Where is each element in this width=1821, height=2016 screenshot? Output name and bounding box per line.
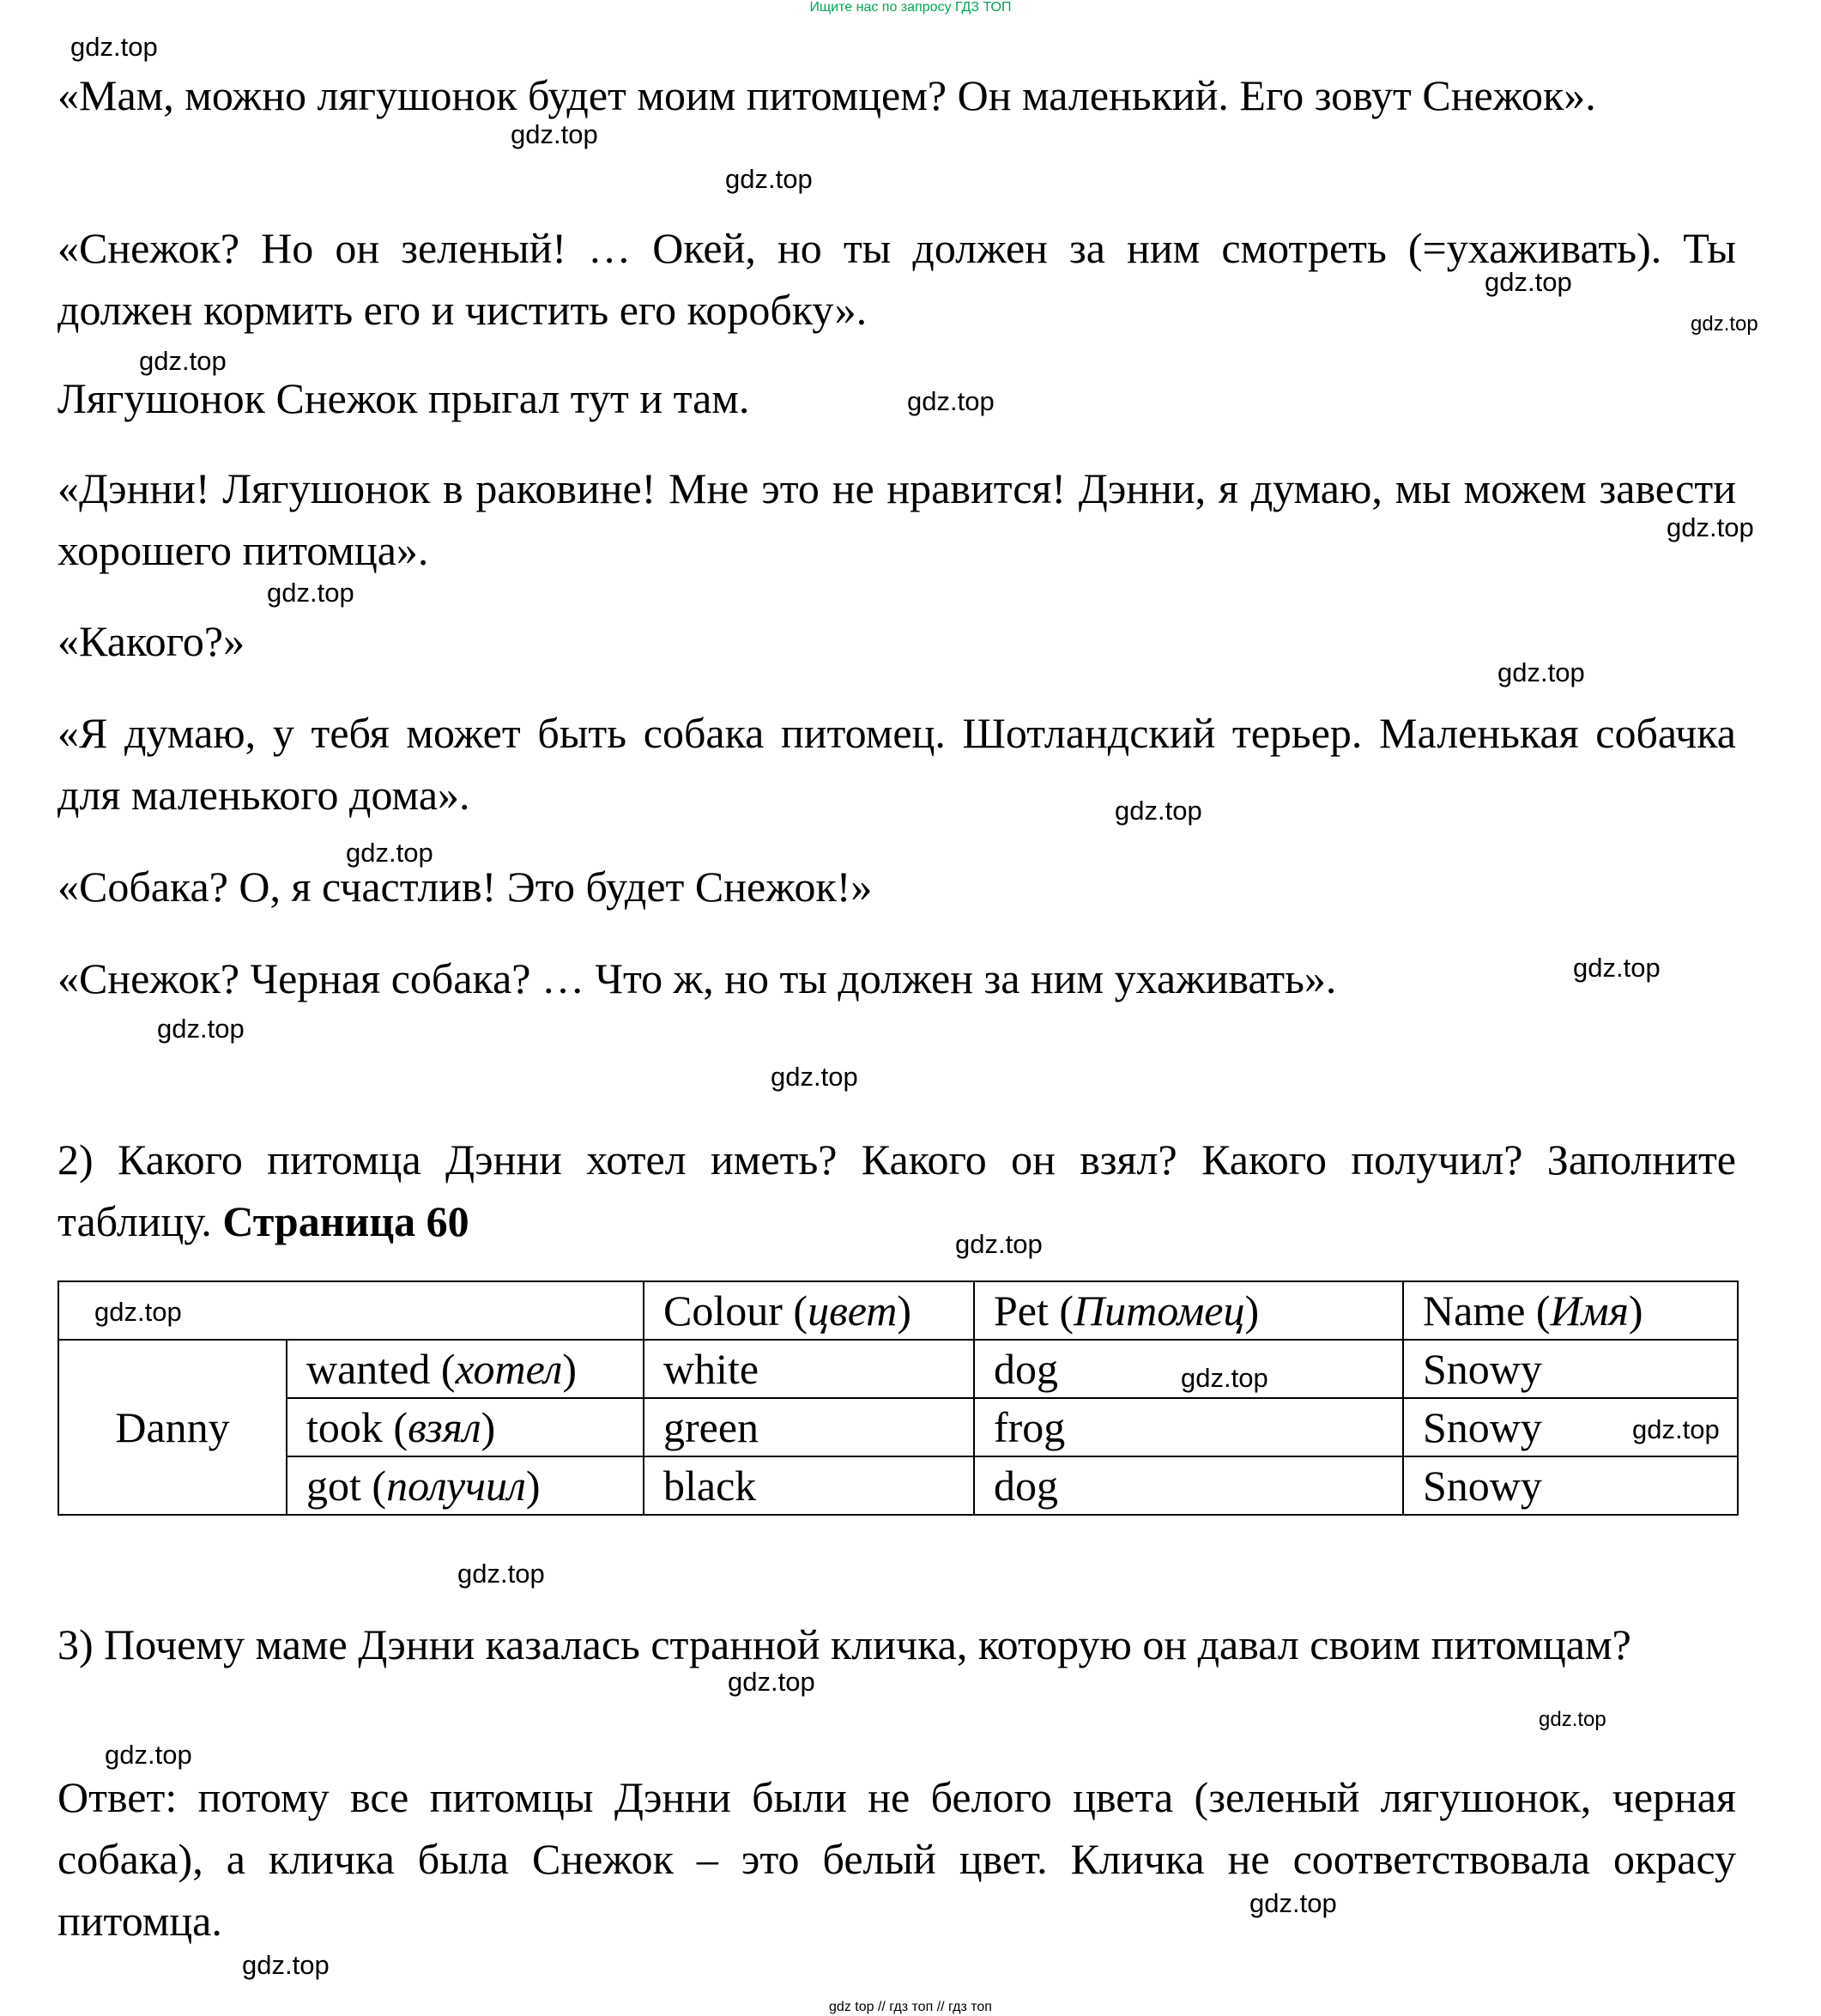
- answer-table: [57, 1280, 1739, 1516]
- pet-cell: dog: [974, 1456, 1403, 1515]
- watermark: gdz.top: [1632, 1414, 1720, 1444]
- watermark: gdz.top: [267, 578, 354, 608]
- pet-cell: frog: [974, 1398, 1403, 1456]
- person-cell: Danny: [58, 1340, 287, 1515]
- watermark: gdz.top: [725, 164, 813, 194]
- watermark: gdz.top: [907, 386, 995, 416]
- name-cell: Snowy: [1403, 1456, 1738, 1515]
- header-name: Name (Имя): [1403, 1281, 1738, 1340]
- task-2-text: 2) Какого питомца Дэнни хотел иметь? Какого он взял? Какого получил? Заполните таблицу.: [57, 1135, 1736, 1245]
- watermark: gdz.top: [1115, 796, 1202, 826]
- colour-cell: black: [644, 1456, 974, 1515]
- pet-cell: dog: [974, 1340, 1403, 1398]
- paragraph-1: «Мам, можно лягушонок будет моим питомцем? Он маленький. Его зовут Снежок».: [57, 71, 1596, 119]
- watermark: gdz.top: [771, 1062, 858, 1092]
- watermark: gdz.top: [1667, 512, 1754, 542]
- watermark: gdz.top: [1485, 267, 1572, 297]
- paragraph-5: «Какого?»: [57, 617, 245, 665]
- task-2-question: [57, 1129, 1736, 1252]
- table-header-row: [58, 1281, 1738, 1340]
- paragraph-3: Лягушонок Снежок прыгал тут и там.: [57, 374, 750, 422]
- top-banner: Ищите нас по запросу ГДЗ ТОП: [809, 0, 1012, 15]
- watermark: gdz.top: [457, 1559, 545, 1589]
- task-3-question: 3) Почему маме Дэнни казалась странной кличка, которую он давал своим питомцам?: [57, 1620, 1631, 1668]
- colour-cell: green: [644, 1398, 974, 1456]
- paragraph-6: «Я думаю, у тебя может быть собака питомец. Шотландский терьер. Маленькая собачка для маленького дома».: [57, 709, 1736, 819]
- watermark: gdz.top: [94, 1297, 182, 1327]
- verb-cell: wanted (хотел): [287, 1340, 644, 1398]
- page-reference: Страница 60: [222, 1197, 469, 1245]
- footer: gdz top // гдз топ // гдз топ: [829, 2000, 992, 2014]
- watermark: gdz.top: [346, 838, 433, 868]
- header-pet: Pet (Питомец): [974, 1281, 1403, 1340]
- watermark: gdz.top: [1573, 953, 1661, 983]
- table-row: [58, 1340, 1738, 1398]
- header-colour: Colour (цвет): [644, 1281, 974, 1340]
- watermark: gdz.top: [728, 1667, 815, 1697]
- watermark: gdz.top: [242, 1950, 330, 1980]
- task-3-answer: Ответ: потому все питомцы Дэнни были не белого цвета (зеленый лягушонок, черная собака), а кличка была Снежок – это белый цвет. Кличка не соответствовала окрасу питомца.: [57, 1773, 1736, 1945]
- table-row: [58, 1456, 1738, 1515]
- name-cell: Snowy: [1403, 1340, 1738, 1398]
- paragraph-4: «Дэнни! Лягушонок в раковине! Мне это не нравится! Дэнни, я думаю, мы можем завести хорошего питомца».: [57, 464, 1736, 574]
- paragraph-8: «Снежок? Черная собака? … Что ж, но ты должен за ним ухаживать».: [57, 954, 1337, 1002]
- watermark: gdz.top: [1539, 1708, 1606, 1731]
- table-row: [58, 1398, 1738, 1456]
- name-cell: Snowy: [1403, 1398, 1738, 1456]
- watermark: gdz.top: [511, 119, 598, 149]
- watermark: gdz.top: [1181, 1363, 1268, 1393]
- watermark: gdz.top: [1249, 1888, 1337, 1918]
- paragraph-2: «Снежок? Но он зеленый! … Окей, но ты должен за ним смотреть (=ухаживать). Ты должен кормить его и чистить его коробку».: [57, 224, 1736, 334]
- watermark: gdz.top: [1691, 312, 1758, 336]
- watermark: gdz.top: [955, 1229, 1043, 1259]
- watermark: gdz.top: [105, 1740, 192, 1770]
- watermark: gdz.top: [157, 1014, 245, 1044]
- watermark: gdz.top: [1497, 657, 1585, 687]
- verb-cell: got (получил): [287, 1456, 644, 1515]
- watermark: gdz.top: [70, 32, 158, 62]
- verb-cell: took (взял): [287, 1398, 644, 1456]
- paragraph-7: «Собака? О, я счастлив! Это будет Снежок!»: [57, 863, 873, 911]
- colour-cell: white: [644, 1340, 974, 1398]
- watermark: gdz.top: [139, 346, 227, 376]
